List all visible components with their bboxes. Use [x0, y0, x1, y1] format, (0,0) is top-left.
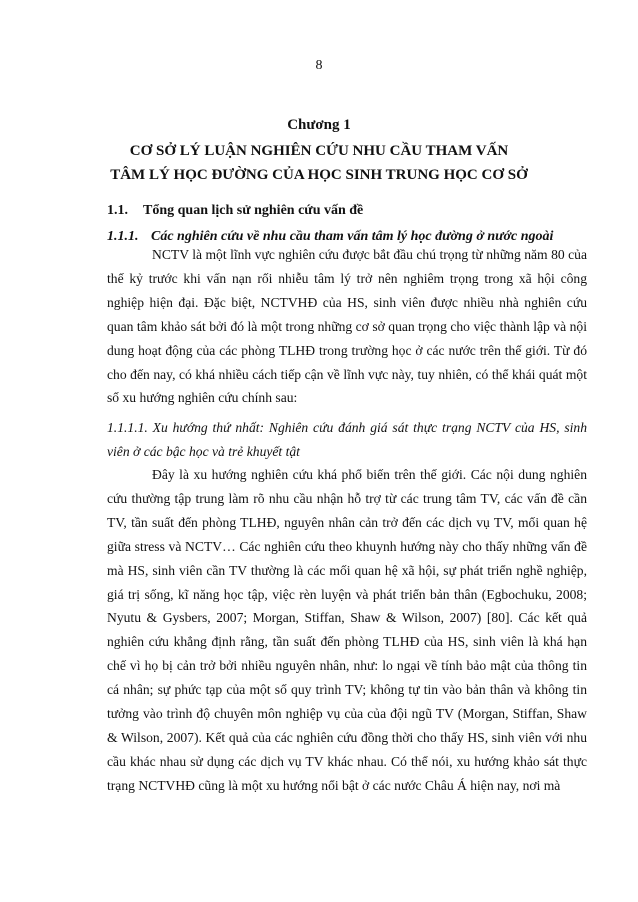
paragraph-1: NCTV là một lĩnh vực nghiên cứu được bắt đầu chú trọng từ những năm 80 của thế kỷ trước khi vấn nạn rối nhiễu tâm lý trở nên nghiêm trọng trong xã hội công nghiệp hiện đại. Đặc biệt, NCTVHĐ của HS, sinh viên được nhiều nhà nghiên cứu quan tâm khảo sát bởi đó là một trong những cơ sở quan trọng cho việc thành lập và nội dung hoạt động của các phòng TLHĐ trong trường học ở các nước trên thế giới. Từ đó cho đến nay, có khá nhiều cách tiếp cận về lĩnh vực này, tuy nhiên, có thể khái quát một số xu hướng nghiên cứu chính sau:	[107, 247, 587, 406]
page-number: 8	[315, 58, 323, 73]
chapter-title-line-1: CƠ SỞ LÝ LUẬN NGHIÊN CỨU NHU CẦU THAM VẤN	[129, 143, 509, 159]
subsection-heading: 1.1.1.1. Xu hướng thứ nhất: Nghiên cứu đánh giá sát thực trạng NCTV của HS, sinh viên ở các bậc học và trẻ khuyết tật	[107, 420, 587, 459]
chapter-title-line-2: TÂM LÝ HỌC ĐƯỜNG CỦA HỌC SINH TRUNG HỌC CƠ SỞ	[110, 167, 528, 183]
section-heading-1-1	[107, 203, 587, 219]
paragraph-2: Đây là xu hướng nghiên cứu khá phổ biến trên thế giới. Các nội dung nghiên cứu thường tập trung làm rõ nhu cầu nhận hỗ trợ từ các trung tâm TV, các vấn đề cần TV, tần suất đến phòng TLHĐ, nguyên nhân cản trở đến các dịch vụ TV, mối quan hệ giữa stress và NCTV… Các nghiên cứu theo khuynh hướng này cho thấy những vấn đề mà HS, sinh viên cần TV thường là các mối quan hệ xã hội, sự phát triển nghề nghiệp, giá trị sống, kĩ năng học tập, việc rèn luyện và phát triển bản thân (Egbochuku, 2008; Nyutu & Gysbers, 2007; Morgan, Stiffan, Shaw & Wilson, 2007) [80]. Các kết quả nghiên cứu khẳng định rằng, tần suất đến phòng TLHĐ của HS, sinh viên là khá hạn chế vì họ bị cản trở bởi nhiều nguyên nhân, như: lo ngại về tính bảo mật của thông tin cá nhân; sự phức tạp của một số quy trình TV; không tự tin vào bản thân và không tin tưởng vào trình độ chuyên môn nghiệp vụ của của đội ngũ TV (Morgan, Stiffan, Shaw & Wilson, 2007). Kết quả của các nghiên cứu đồng thời cho thấy HS, sinh viên với nhu cầu khác nhau sử dụng các dịch vụ TV khác nhau. Có thể nói, xu hướng khảo sát thực trạng NCTVHĐ cũng là một xu hướng nổi bật ở các nước Châu Á hiện nay, nơi mà	[107, 467, 587, 793]
section-title: Các nghiên cứu về nhu cầu tham vấn tâm lý học đường ở nước ngoài	[151, 229, 554, 244]
section-title: Tổng quan lịch sử nghiên cứu vấn đề	[143, 203, 364, 218]
section-number: 1.1.	[107, 203, 128, 218]
section-number: 1.1.1.	[107, 229, 139, 244]
chapter-heading: Chương 1	[287, 117, 351, 133]
